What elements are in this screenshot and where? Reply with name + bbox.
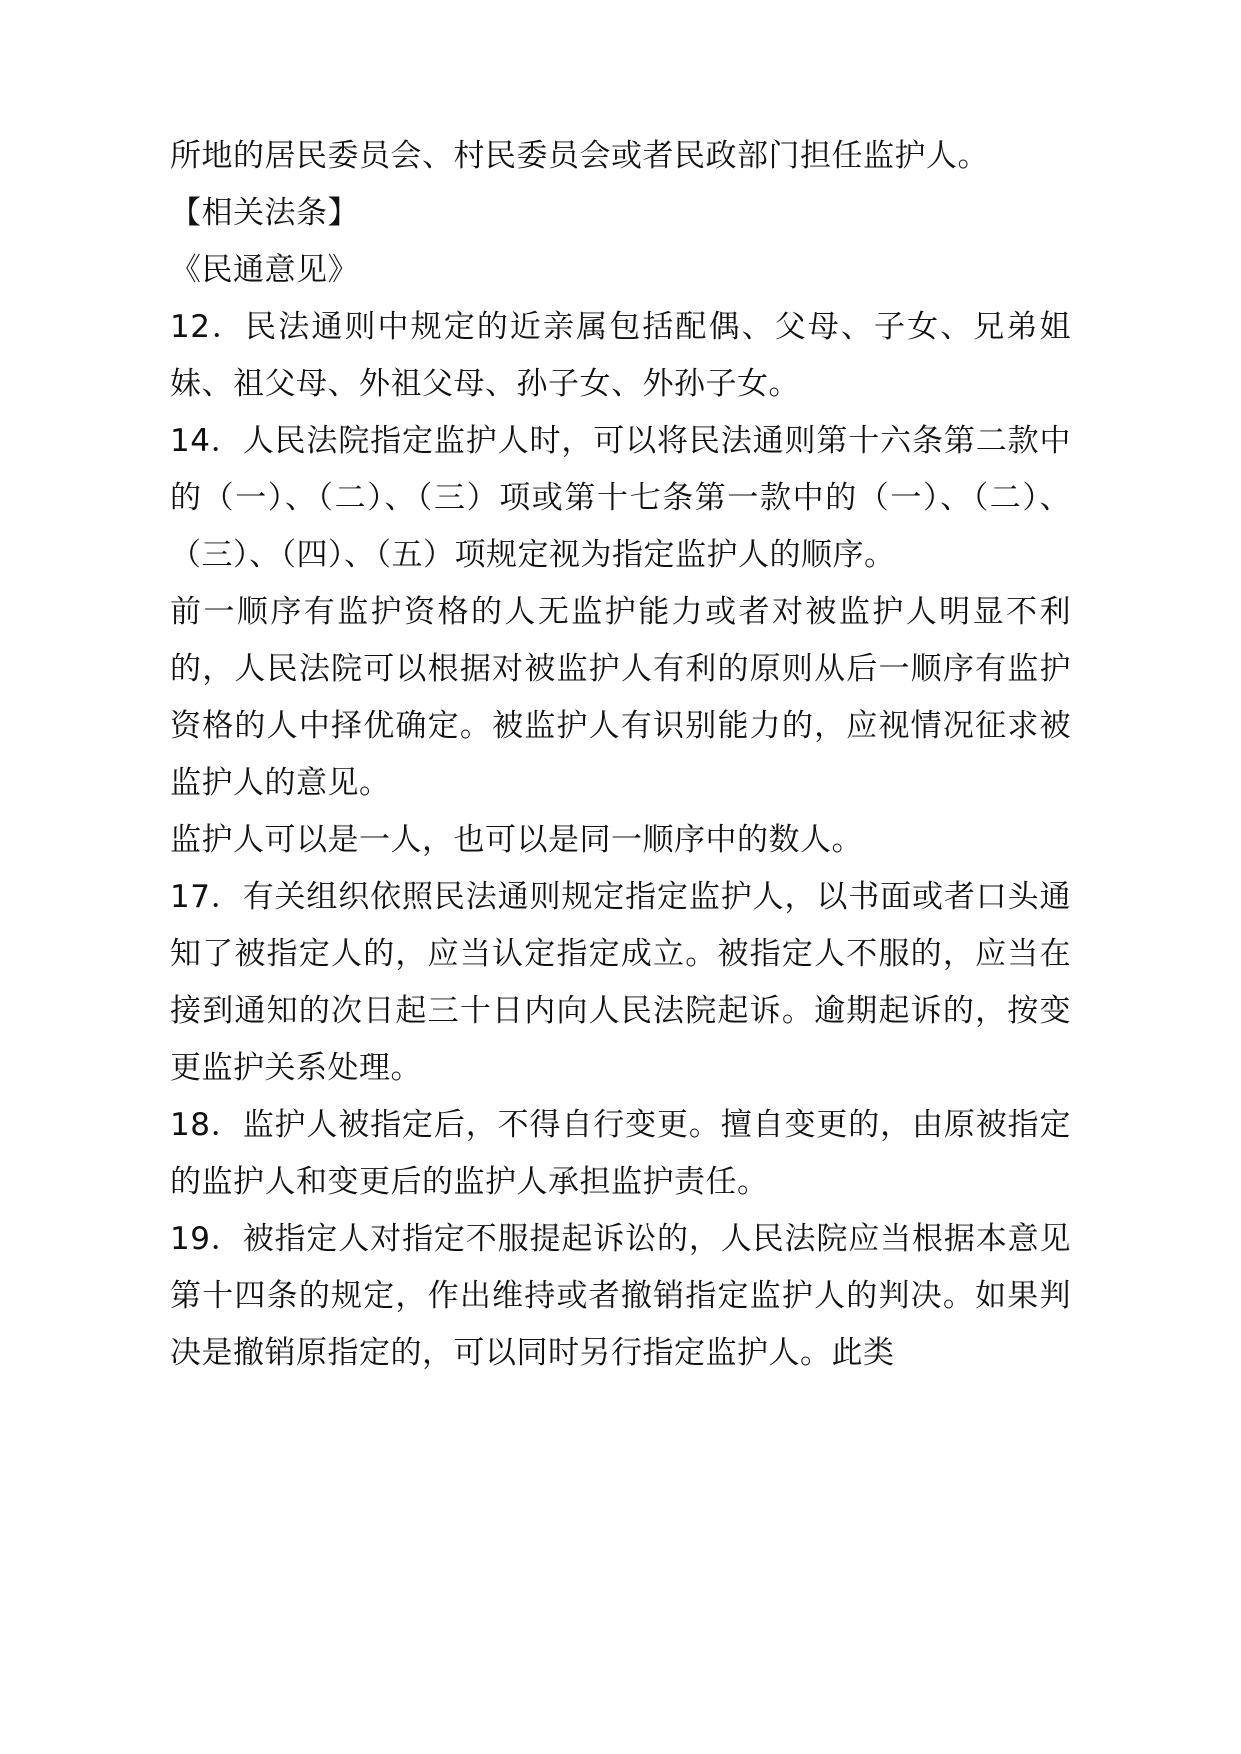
article-12: 12．民法通则中规定的近亲属包括配偶、父母、子女、兄弟姐妹、祖父母、外祖父母、孙子女、外孙子女。 [170, 309, 1071, 402]
article-17: 17．有关组织依照民法通则规定指定监护人，以书面或者口头通知了被指定人的，应当认定指定成立。被指定人不服的，应当在接到通知的次日起三十日内向人民法院起诉。逾期起诉的，按变更监护关系处理。 [170, 879, 1071, 1086]
source-title: 《民通意见》 [170, 252, 359, 288]
article-14-continued: 前一顺序有监护资格的人无监护能力或者对被监护人明显不利的，人民法院可以根据对被监护人有利的原则从后一顺序有监护资格的人中择优确定。被监护人有识别能力的，应视情况征求被监护人的意见。 [170, 594, 1071, 801]
document-body [170, 128, 1071, 1382]
paragraph: 所地的居民委员会、村民委员会或者民政部门担任监护人。 [170, 138, 989, 174]
article-14: 14．人民法院指定监护人时，可以将民法通则第十六条第二款中的（一）、（二）、（三）项或第十七条第一款中的（一）、（二）、（三）、（四）、（五）项规定视为指定监护人的顺序。 [170, 423, 1071, 573]
section-heading-related-statutes: 【相关法条】 [170, 195, 359, 231]
article-14-note: 监护人可以是一人，也可以是同一顺序中的数人。 [170, 822, 863, 858]
article-18: 18．监护人被指定后，不得自行变更。擅自变更的，由原被指定的监护人和变更后的监护人承担监护责任。 [170, 1107, 1071, 1200]
article-19: 19．被指定人对指定不服提起诉讼的，人民法院应当根据本意见第十四条的规定，作出维持或者撤销指定监护人的判决。如果判决是撤销原指定的，可以同时另行指定监护人。此类 [170, 1221, 1071, 1371]
